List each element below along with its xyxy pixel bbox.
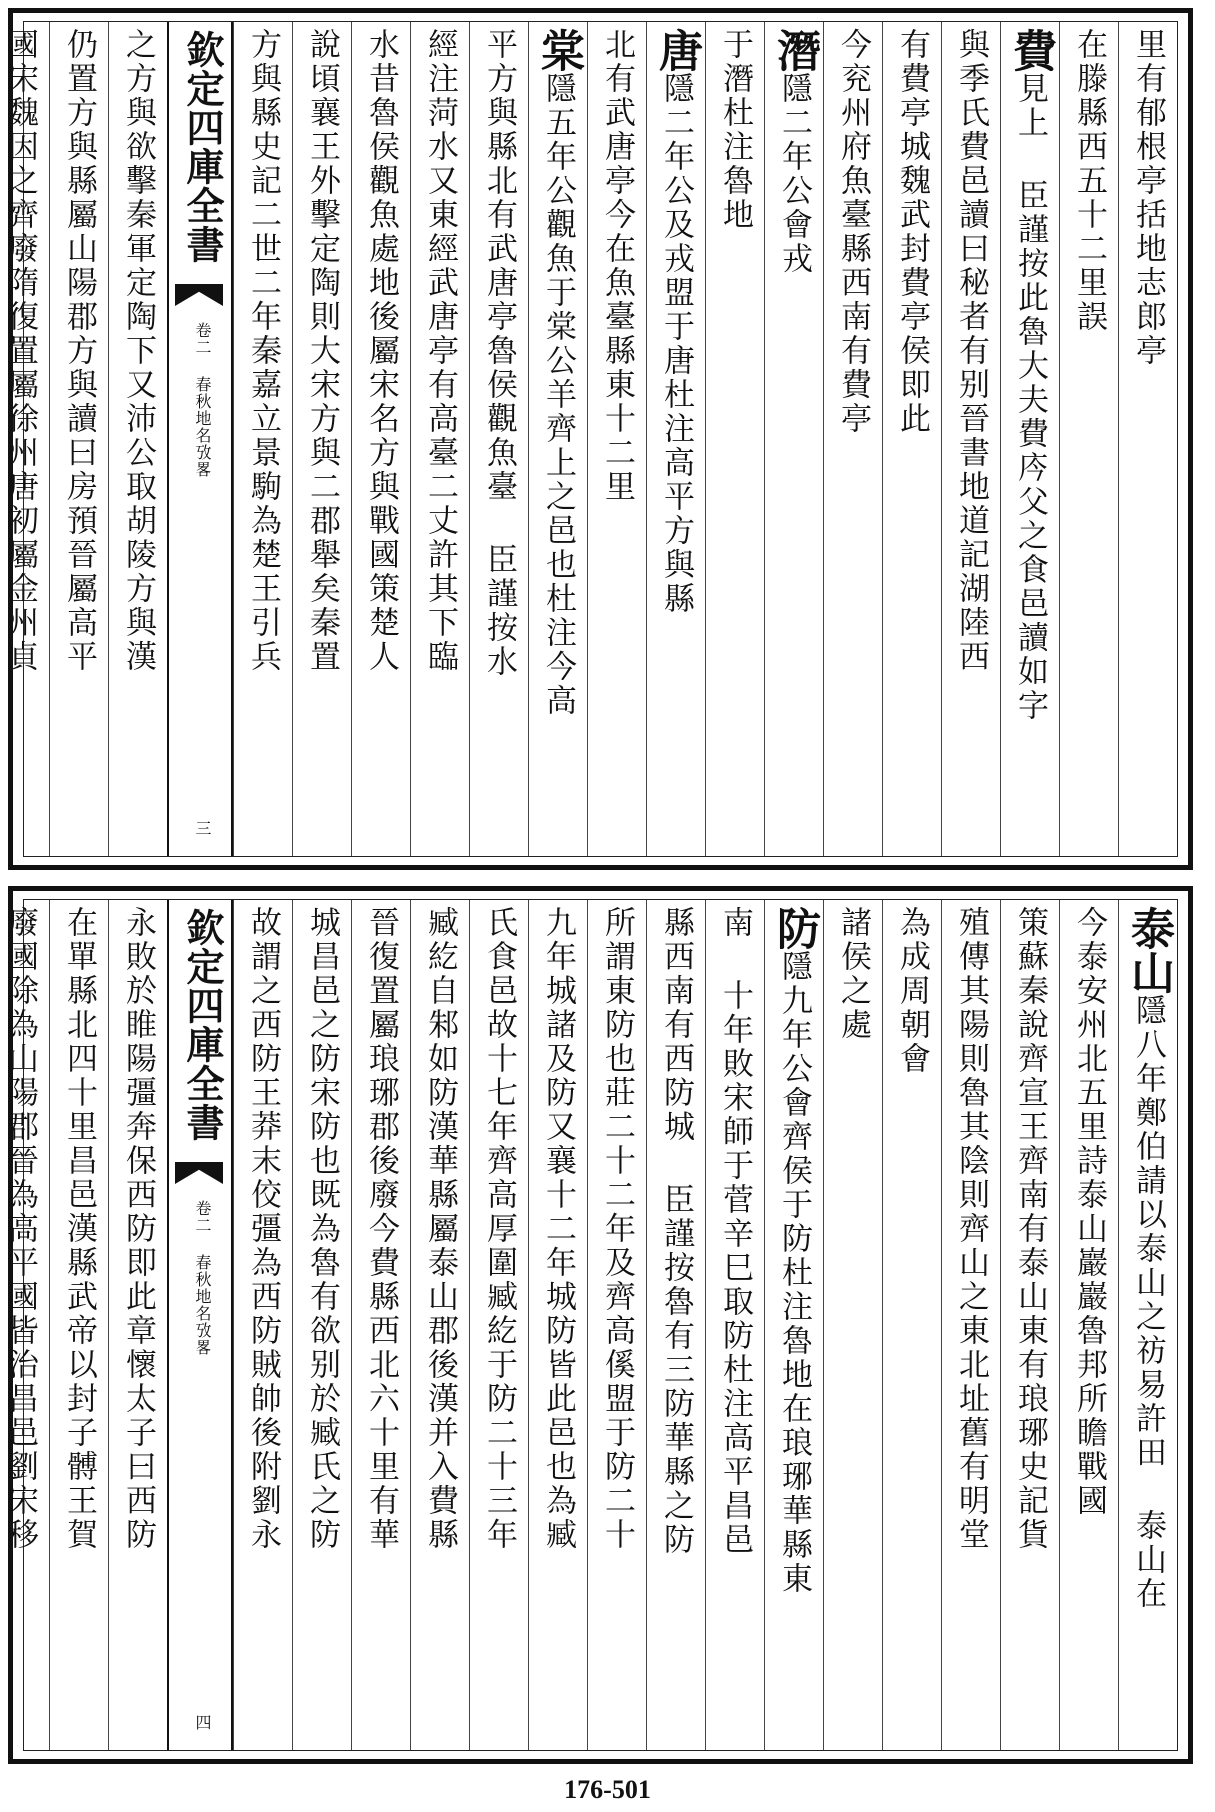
column-text: 晉復置屬琅琊郡後廢今費縣西北六十里有華 (363, 906, 399, 1552)
fishtail-mark-icon (175, 1162, 223, 1184)
text-column (1000, 900, 1059, 1750)
text-column (233, 22, 292, 856)
column-text: 方與縣史記二世二年秦嘉立景駒為楚王引兵 (245, 28, 281, 674)
column-text: 隱九年公會齊侯于防杜注魯地在琅琊華縣東 (776, 950, 812, 1596)
text-column (49, 22, 108, 856)
text-column (351, 22, 410, 856)
text-column (764, 22, 823, 856)
text-column (469, 900, 528, 1750)
upper-columns (2, 22, 1177, 856)
column-text: 與季氏費邑讀曰秘者有别晉書地道記湖陸西 (953, 28, 989, 674)
column-text: 今泰安州北五里詩泰山巖巖魯邦所瞻戰國 (1071, 906, 1107, 1518)
text-column (705, 900, 764, 1750)
text-column (1059, 22, 1118, 856)
column-text: 氏食邑故十七年齊高厚圍臧紇于防二十三年 (481, 906, 517, 1552)
center-fold-strip (167, 900, 233, 1750)
text-column (882, 22, 941, 856)
text-column (410, 22, 469, 856)
text-column (823, 900, 882, 1750)
place-name-heading: 泰山 (1123, 906, 1174, 994)
upper-page (2, 8, 1193, 870)
column-text: 九年城諸及防又襄十二年城防皆此邑也為臧 (540, 906, 576, 1552)
place-name-heading: 潛 (769, 28, 820, 72)
column-text: 策蘇秦說齊宣王齊南有泰山東有琅琊史記貨 (1012, 906, 1048, 1552)
place-name-heading: 棠 (533, 28, 584, 72)
text-column (0, 22, 49, 856)
text-column (1059, 900, 1118, 1750)
text-column (528, 900, 587, 1750)
column-text: 在滕縣西五十二里誤 (1071, 28, 1107, 334)
text-column (292, 22, 351, 856)
column-text: 于潛杜注魯地 (717, 28, 753, 232)
column-text: 殖傳其陽則魯其陰則齊山之東北址舊有明堂 (953, 906, 989, 1552)
column-text: 在單縣北四十里昌邑漢縣武帝以封子髆王賀 (61, 906, 97, 1552)
text-column (941, 900, 1000, 1750)
text-column (108, 22, 167, 856)
text-column (882, 900, 941, 1750)
lower-page (2, 886, 1193, 1764)
place-name-heading: 唐 (651, 28, 702, 72)
fishtail-mark-icon (175, 284, 223, 306)
text-column (1118, 22, 1177, 856)
text-column (233, 900, 292, 1750)
column-text: 南 十年敗宋師于菅辛巳取防杜注高平昌邑 (717, 906, 753, 1557)
lower-columns (2, 900, 1177, 1750)
column-text: 仍置方與縣屬山陽郡方與讀曰房預晉屬高平 (61, 28, 97, 674)
text-column (108, 900, 167, 1750)
column-text: 隱二年公及戎盟于唐杜注高平方與縣 (658, 72, 694, 616)
column-text: 平方與縣北有武唐亭魯侯觀魚臺 臣謹按水 (481, 28, 517, 679)
column-text: 故謂之西防王莽末佼彊為西防賊帥後附劉永 (245, 906, 281, 1552)
column-text: 廢國除為山陽郡晉為高平國皆治昌邑劉宋移 (2, 906, 38, 1552)
text-column (587, 22, 646, 856)
volume-label: 卷二 春秋地名攷畧 (193, 1200, 212, 1356)
text-column (1118, 900, 1177, 1750)
volume-label: 卷二 春秋地名攷畧 (193, 322, 212, 478)
leaf-number: 三 (193, 820, 212, 836)
column-text: 隱八年鄭伯請以泰山之祊易許田 泰山在 (1130, 994, 1166, 1611)
text-column (1000, 22, 1059, 856)
column-text: 有費亭城魏武封費亭侯即此 (894, 28, 930, 436)
text-column (0, 900, 49, 1750)
page-number-footer: 176-501 (564, 1775, 651, 1804)
upper-frame (2, 21, 1178, 857)
column-text: 隱二年公會戎 (776, 72, 812, 276)
column-text: 國宋魏因之齊廢隋復置屬徐州唐初屬金州貞 (2, 28, 38, 674)
column-text: 之方與欲擊秦軍定陶下又沛公取胡陵方與漢 (120, 28, 156, 674)
column-text: 經注菏水又東經武唐亭有高臺二丈許其下臨 (422, 28, 458, 674)
column-text: 北有武唐亭今在魚臺縣東十二里 (599, 28, 635, 504)
column-text: 說頃襄王外擊定陶則大宋方與二郡舉矣秦置 (304, 28, 340, 674)
text-column (705, 22, 764, 856)
text-column (351, 900, 410, 1750)
text-column (49, 900, 108, 1750)
column-text: 所謂東防也莊二十二年及齊高傒盟于防二十 (599, 906, 635, 1552)
column-text: 臧紇自邾如防漢華縣屬泰山郡後漢并入費縣 (422, 906, 458, 1552)
column-text: 諸侯之處 (835, 906, 871, 1042)
text-column (646, 22, 705, 856)
lower-frame (2, 899, 1178, 1751)
text-column (292, 900, 351, 1750)
place-name-heading: 費 (1005, 28, 1056, 72)
column-text: 水昔魯侯觀魚處地後屬宋名方與戰國策楚人 (363, 28, 399, 674)
text-column (764, 900, 823, 1750)
text-column (823, 22, 882, 856)
column-text: 里有郁根亭括地志郎亭 (1130, 28, 1166, 368)
text-column (646, 900, 705, 1750)
place-name-heading: 防 (769, 906, 820, 950)
column-text: 永敗於睢陽彊奔保西防即此章懷太子曰西防 (120, 906, 156, 1552)
text-column (528, 22, 587, 856)
text-column (410, 900, 469, 1750)
column-text: 見上 臣謹按此魯大夫費庈父之食邑讀如字 (1012, 72, 1048, 723)
column-text: 城昌邑之防宋防也既為魯有欲别於臧氏之防 (304, 906, 340, 1552)
text-column (941, 22, 1000, 856)
column-text: 今兖州府魚臺縣西南有費亭 (835, 28, 871, 436)
book-title: 欽定四庫全書 (180, 908, 225, 1142)
leaf-number: 四 (193, 1714, 212, 1730)
column-text: 隱五年公觀魚于棠公羊齊上之邑也杜注今高 (540, 72, 576, 718)
center-fold-strip (167, 22, 233, 856)
book-title: 欽定四庫全書 (180, 30, 225, 264)
text-column (469, 22, 528, 856)
column-text: 為成周朝會 (894, 906, 930, 1076)
text-column (587, 900, 646, 1750)
column-text: 縣西南有西防城 臣謹按魯有三防華縣之防 (658, 906, 694, 1557)
